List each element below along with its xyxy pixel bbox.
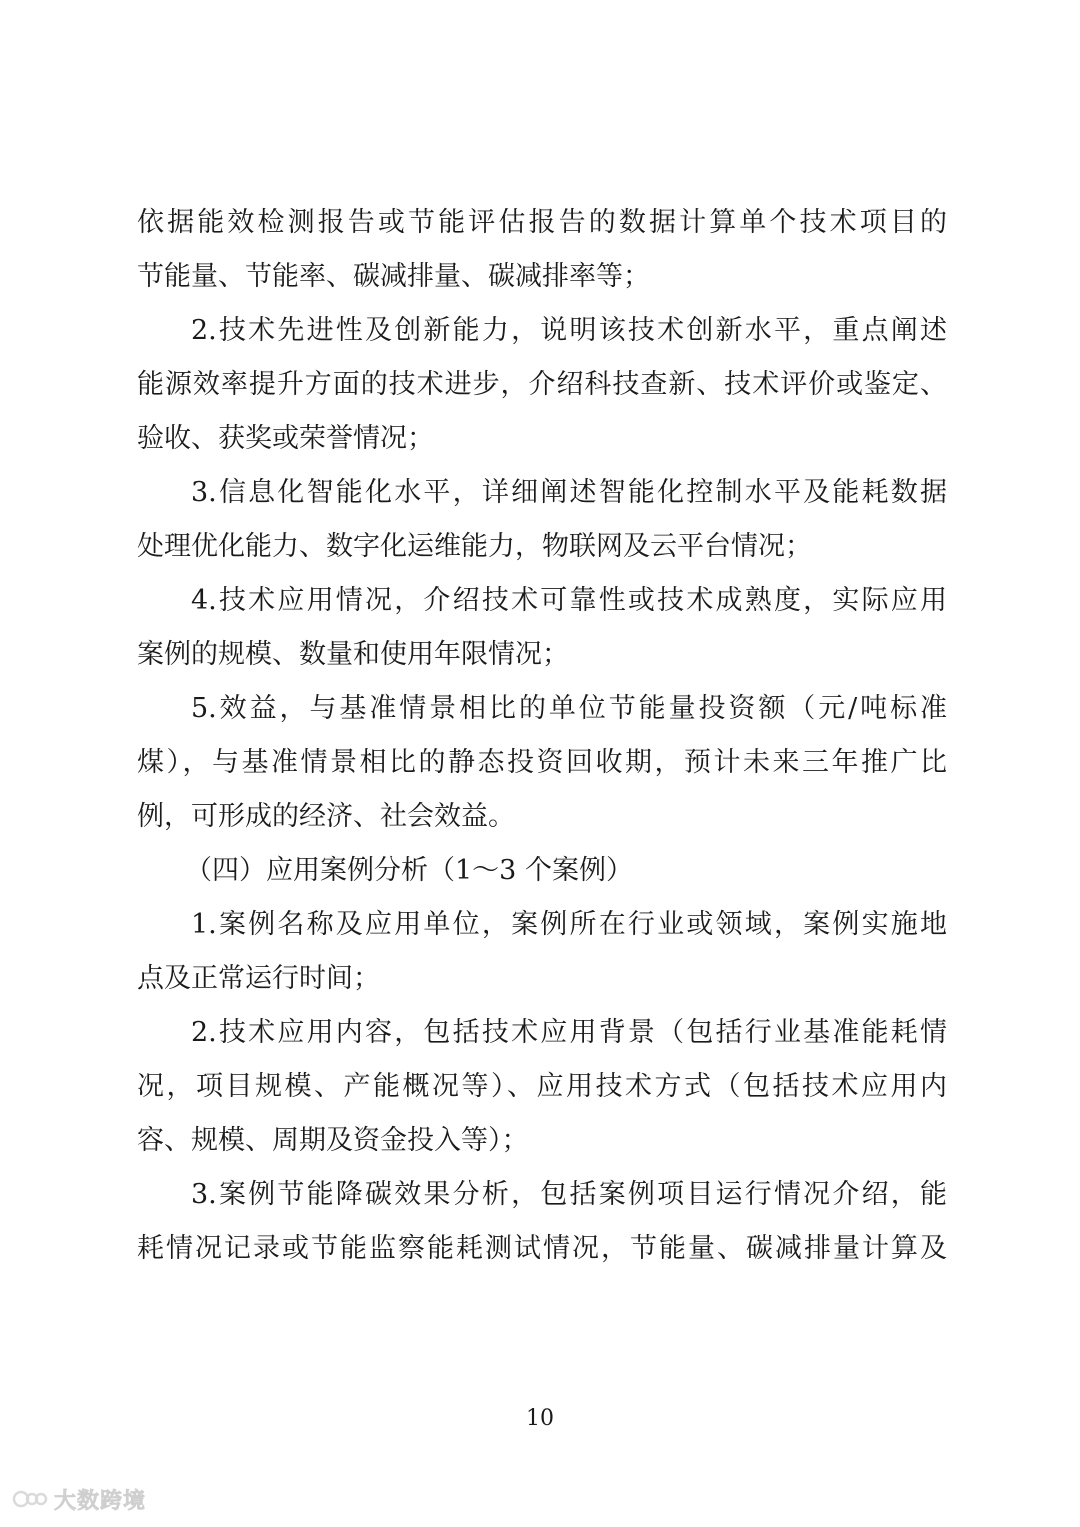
text-line: 能源效率提升方面的技术进步，介绍科技查新、技术评价或鉴定、 [137, 369, 947, 400]
text-line: 例，可形成的经济、社会效益。 [137, 801, 515, 832]
text-line: 煤），与基准情景相比的静态投资回收期，预计未来三年推广比 [137, 747, 947, 778]
logo-icon [12, 1486, 48, 1512]
text-line: 案例的规模、数量和使用年限情况； [137, 639, 569, 670]
text-line: 2.技术应用内容，包括技术应用背景（包括行业基准能耗情 [191, 1017, 947, 1048]
text-line: 依据能效检测报告或节能评估报告的数据计算单个技术项目的 [137, 207, 947, 238]
text-line: 处理优化能力、数字化运维能力，物联网及云平台情况； [137, 531, 812, 562]
text-line: 2.技术先进性及创新能力，说明该技术创新水平，重点阐述 [191, 315, 947, 346]
text-line: 1.案例名称及应用单位，案例所在行业或领域，案例实施地 [191, 909, 947, 940]
text-line: 验收、获奖或荣誉情况； [137, 423, 434, 454]
text-line: 3.案例节能降碳效果分析，包括案例项目运行情况介绍，能 [191, 1179, 947, 1210]
watermark [12, 1484, 146, 1514]
text-line: 节能量、节能率、碳减排量、碳减排率等； [137, 261, 650, 292]
text-line: 5.效益，与基准情景相比的单位节能量投资额（元/吨标准 [191, 693, 947, 724]
text-line: 4.技术应用情况，介绍技术可靠性或技术成熟度，实际应用 [191, 585, 947, 616]
text-line: 况，项目规模、产能概况等）、应用技术方式（包括技术应用内 [137, 1071, 947, 1102]
section-heading: （四）应用案例分析（1～3 个案例） [185, 855, 633, 886]
text-line: 耗情况记录或节能监察能耗测试情况，节能量、碳减排量计算及 [137, 1233, 947, 1264]
watermark-text: 大数跨境 [54, 1488, 147, 1514]
text-line: 容、规模、周期及资金投入等）； [137, 1125, 529, 1156]
text-line: 3.信息化智能化水平，详细阐述智能化控制水平及能耗数据 [191, 477, 947, 508]
page-number: 10 [526, 1406, 554, 1431]
text-line: 点及正常运行时间； [137, 963, 380, 994]
